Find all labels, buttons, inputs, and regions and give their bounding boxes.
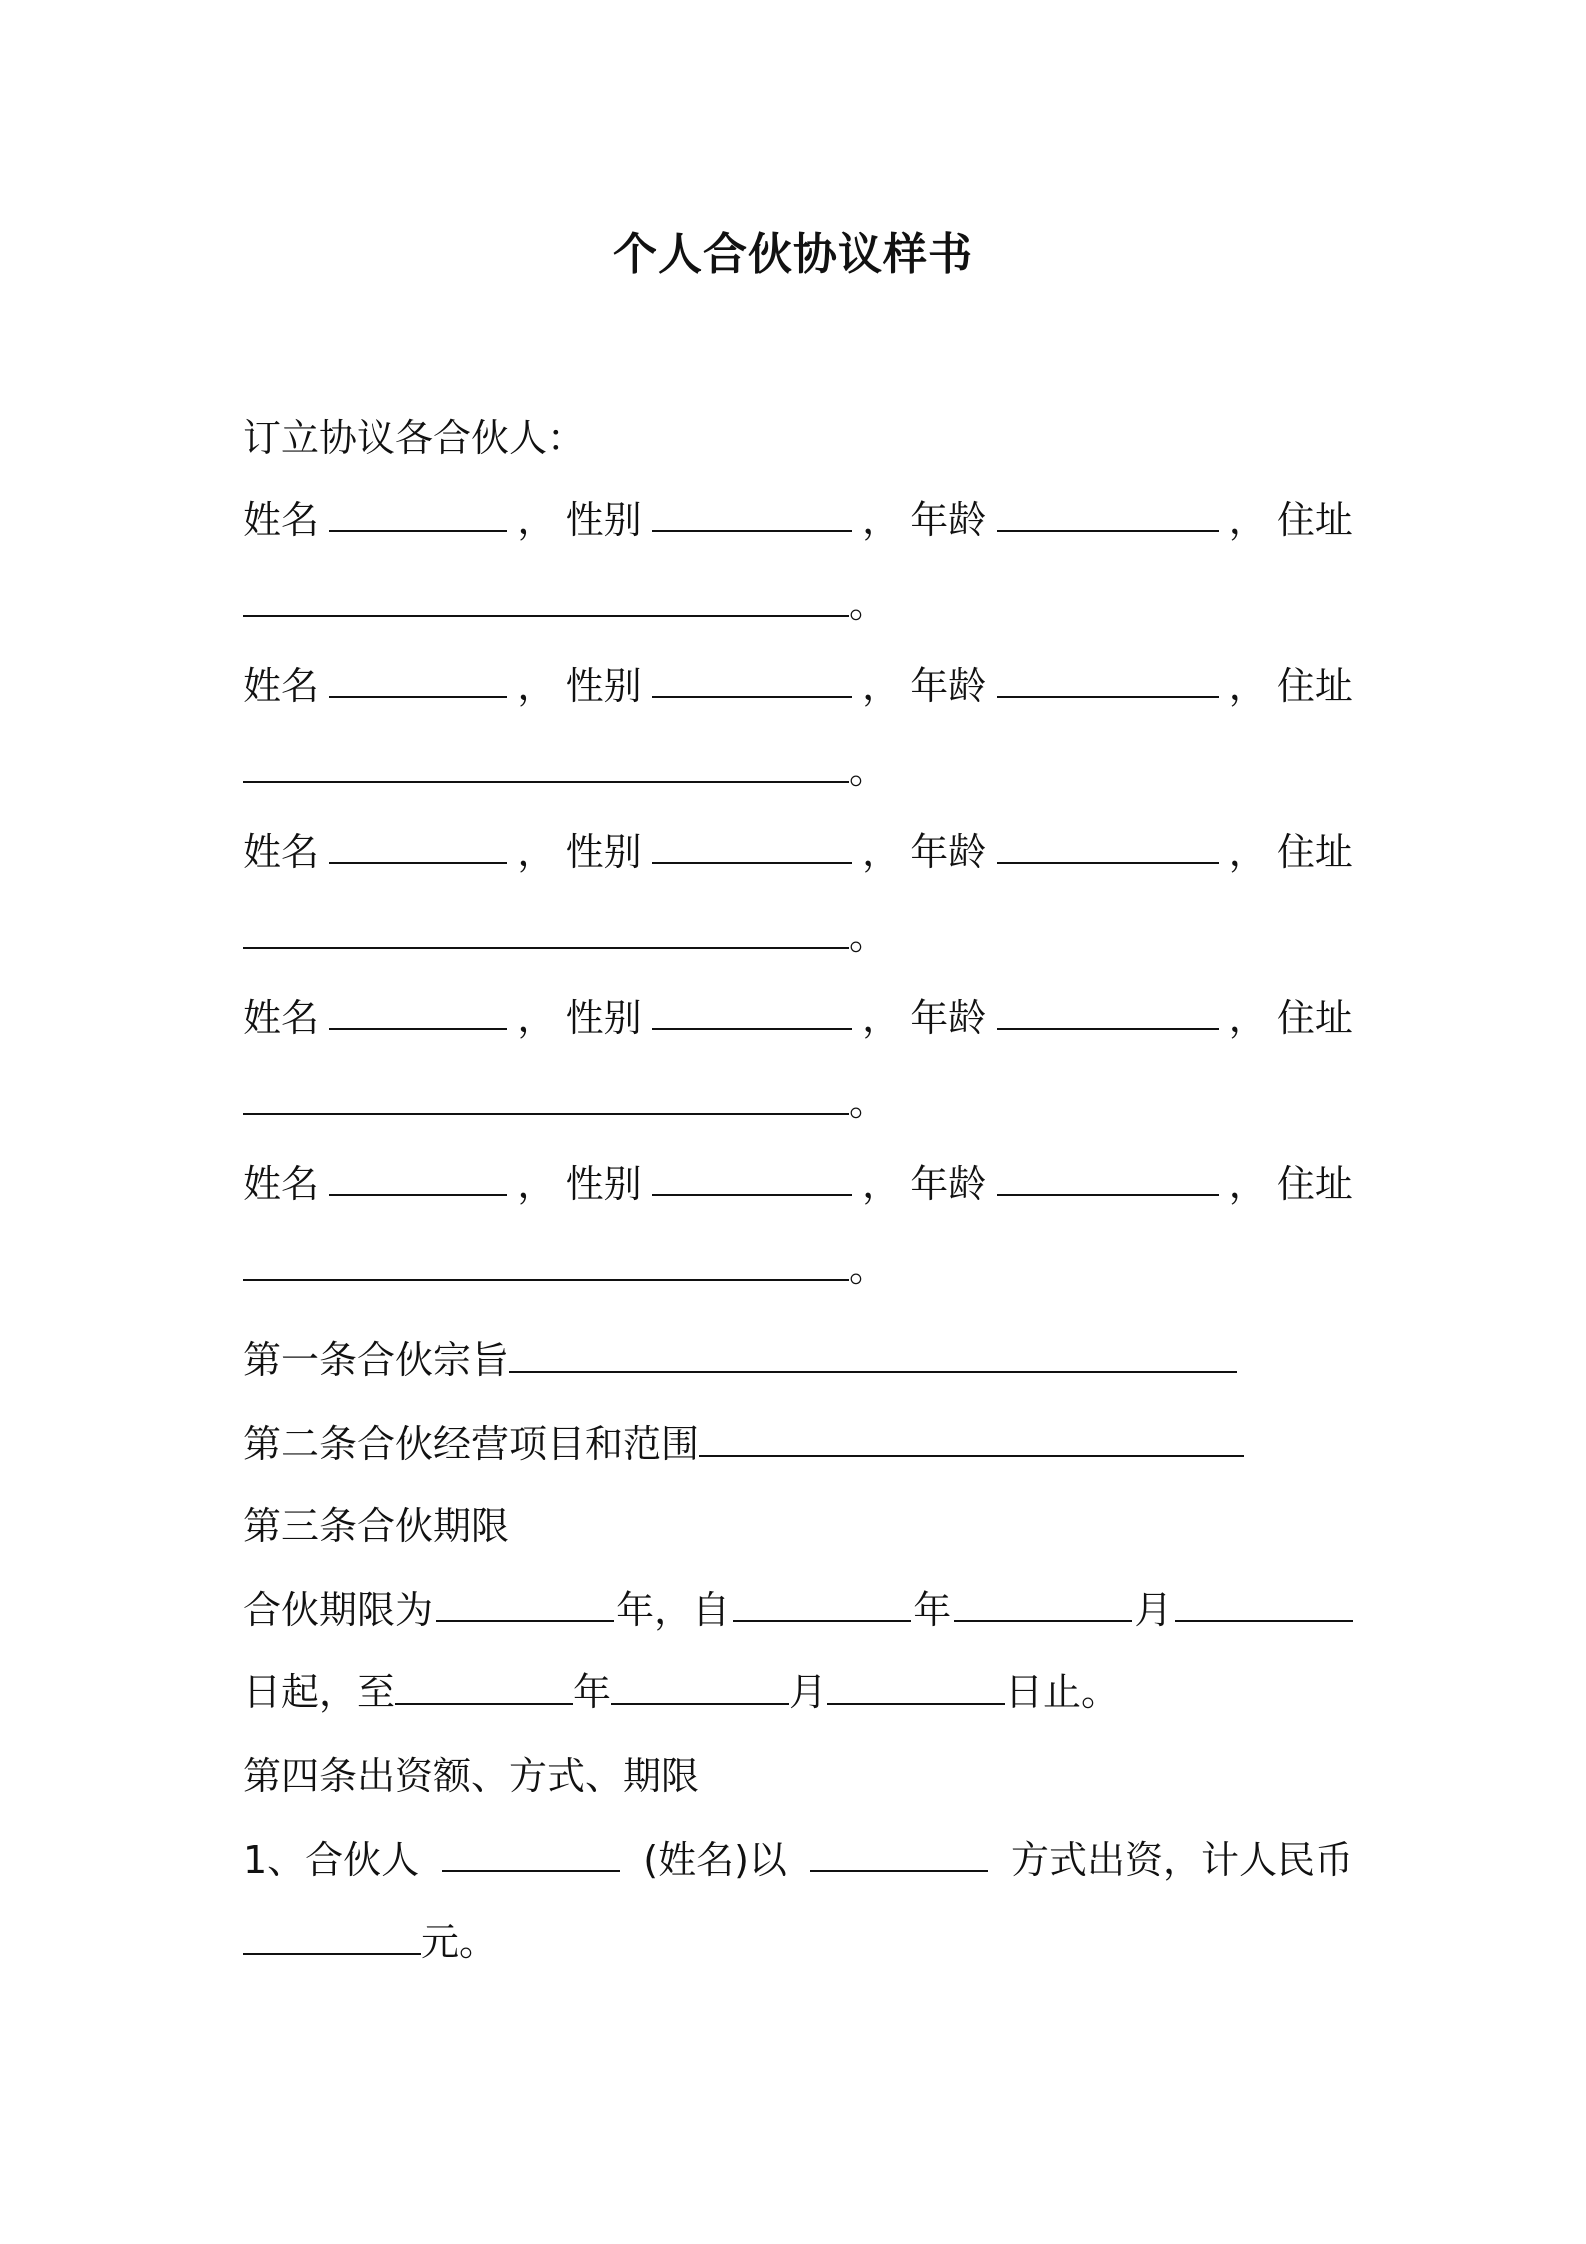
period: 。 [849,1246,888,1290]
separator: ， [517,1162,556,1206]
partner-info-row [243,994,1353,1042]
article-1 [243,1336,1237,1384]
gender-label: 性别 [565,498,642,542]
age-label: 年龄 [910,1162,987,1206]
partner-label: 1、合伙人 [243,1838,420,1882]
gender-label: 性别 [565,830,642,874]
address-label: 住址 [1276,830,1353,874]
partner-address-row [243,746,887,794]
partner-info-row [243,496,1353,544]
separator: ， [517,664,556,708]
separator: ， [862,498,901,542]
partner-address-row [243,1078,887,1126]
name-label: 姓名 [243,830,320,874]
contribution-line-1 [243,1836,1353,1884]
gender-label: 性别 [565,996,642,1040]
partner-address-row [243,1244,887,1292]
address-blank[interactable] [243,747,849,783]
address-label: 住址 [1276,1162,1353,1206]
gender-blank[interactable] [652,662,852,698]
separator: ， [1228,498,1267,542]
name-label: 姓名 [243,498,320,542]
start-month-blank[interactable] [954,1586,1132,1622]
age-blank[interactable] [997,496,1219,532]
period: 。 [849,582,888,626]
start-day-blank[interactable] [1175,1586,1353,1622]
separator: ， [1228,1162,1267,1206]
gender-blank[interactable] [652,828,852,864]
age-label: 年龄 [910,664,987,708]
start-year-blank[interactable] [733,1586,911,1622]
address-label: 住址 [1276,498,1353,542]
partner-address-row [243,912,887,960]
name-label: 姓名 [243,996,320,1040]
intro-line: 订立协议各合伙人： [243,416,586,460]
separator: ， [517,498,556,542]
article-1-label: 第一条合伙宗旨 [243,1338,510,1382]
separator: ， [1228,664,1267,708]
period: 。 [849,748,888,792]
scope-blank[interactable] [699,1421,1244,1457]
purpose-blank[interactable] [509,1337,1237,1373]
separator: ， [862,830,901,874]
name-blank[interactable] [329,828,507,864]
article-4: 第四条出资额、方式、期限 [243,1754,700,1798]
address-blank[interactable] [243,1079,849,1115]
address-label: 住址 [1276,664,1353,708]
age-label: 年龄 [910,498,987,542]
gender-blank[interactable] [652,994,852,1030]
age-blank[interactable] [997,994,1219,1030]
address-label: 住址 [1276,996,1353,1040]
period: 。 [849,914,888,958]
name-method-label: (姓名)以 [643,1838,787,1882]
end-day-blank[interactable] [827,1669,1005,1705]
partner-info-row [243,828,1353,876]
currency-unit-label: 元。 [421,1920,498,1964]
page-title: 个人合伙协议样书 [613,229,973,280]
partner-info-row [243,662,1353,710]
start-day-label: 日起，至 [243,1670,396,1714]
partner-name-blank[interactable] [442,1836,620,1872]
separator: ， [862,996,901,1040]
gender-label: 性别 [565,664,642,708]
amount-blank[interactable] [243,1919,421,1955]
age-blank[interactable] [997,662,1219,698]
end-month-label: 月 [789,1670,828,1714]
term-years-blank[interactable] [436,1586,614,1622]
separator: ， [862,664,901,708]
partner-address-row [243,580,887,628]
end-day-label: 日止。 [1005,1670,1120,1714]
term-line-2 [243,1668,1119,1716]
term-line-1 [243,1586,1353,1634]
article-2-label: 第二条合伙经营项目和范围 [243,1422,700,1466]
name-blank[interactable] [329,662,507,698]
name-blank[interactable] [329,1160,507,1196]
gender-label: 性别 [565,1162,642,1206]
name-label: 姓名 [243,664,320,708]
method-blank[interactable] [810,1836,988,1872]
article-2 [243,1420,1244,1468]
gender-blank[interactable] [652,1160,852,1196]
amount-label: 方式出资，计人民币 [1010,1838,1353,1882]
period: 。 [849,1080,888,1124]
start-year-label: 年 [913,1588,952,1632]
separator: ， [517,830,556,874]
name-blank[interactable] [329,496,507,532]
article-3: 第三条合伙期限 [243,1504,510,1548]
start-month-label: 月 [1134,1588,1173,1632]
separator: ， [517,996,556,1040]
contribution-line-2 [243,1918,497,1966]
address-blank[interactable] [243,581,849,617]
separator: ， [862,1162,901,1206]
term-label: 合伙期限为 [243,1588,434,1632]
address-blank[interactable] [243,1245,849,1281]
name-blank[interactable] [329,994,507,1030]
name-label: 姓名 [243,1162,320,1206]
age-label: 年龄 [910,830,987,874]
end-month-blank[interactable] [611,1669,789,1705]
end-year-blank[interactable] [395,1669,573,1705]
partner-info-row [243,1160,1353,1208]
age-label: 年龄 [910,996,987,1040]
separator: ， [1228,996,1267,1040]
term-from-label: 年，自 [616,1588,731,1632]
separator: ， [1228,830,1267,874]
address-blank[interactable] [243,913,849,949]
age-blank[interactable] [997,828,1219,864]
gender-blank[interactable] [652,496,852,532]
end-year-label: 年 [573,1670,612,1714]
age-blank[interactable] [997,1160,1219,1196]
